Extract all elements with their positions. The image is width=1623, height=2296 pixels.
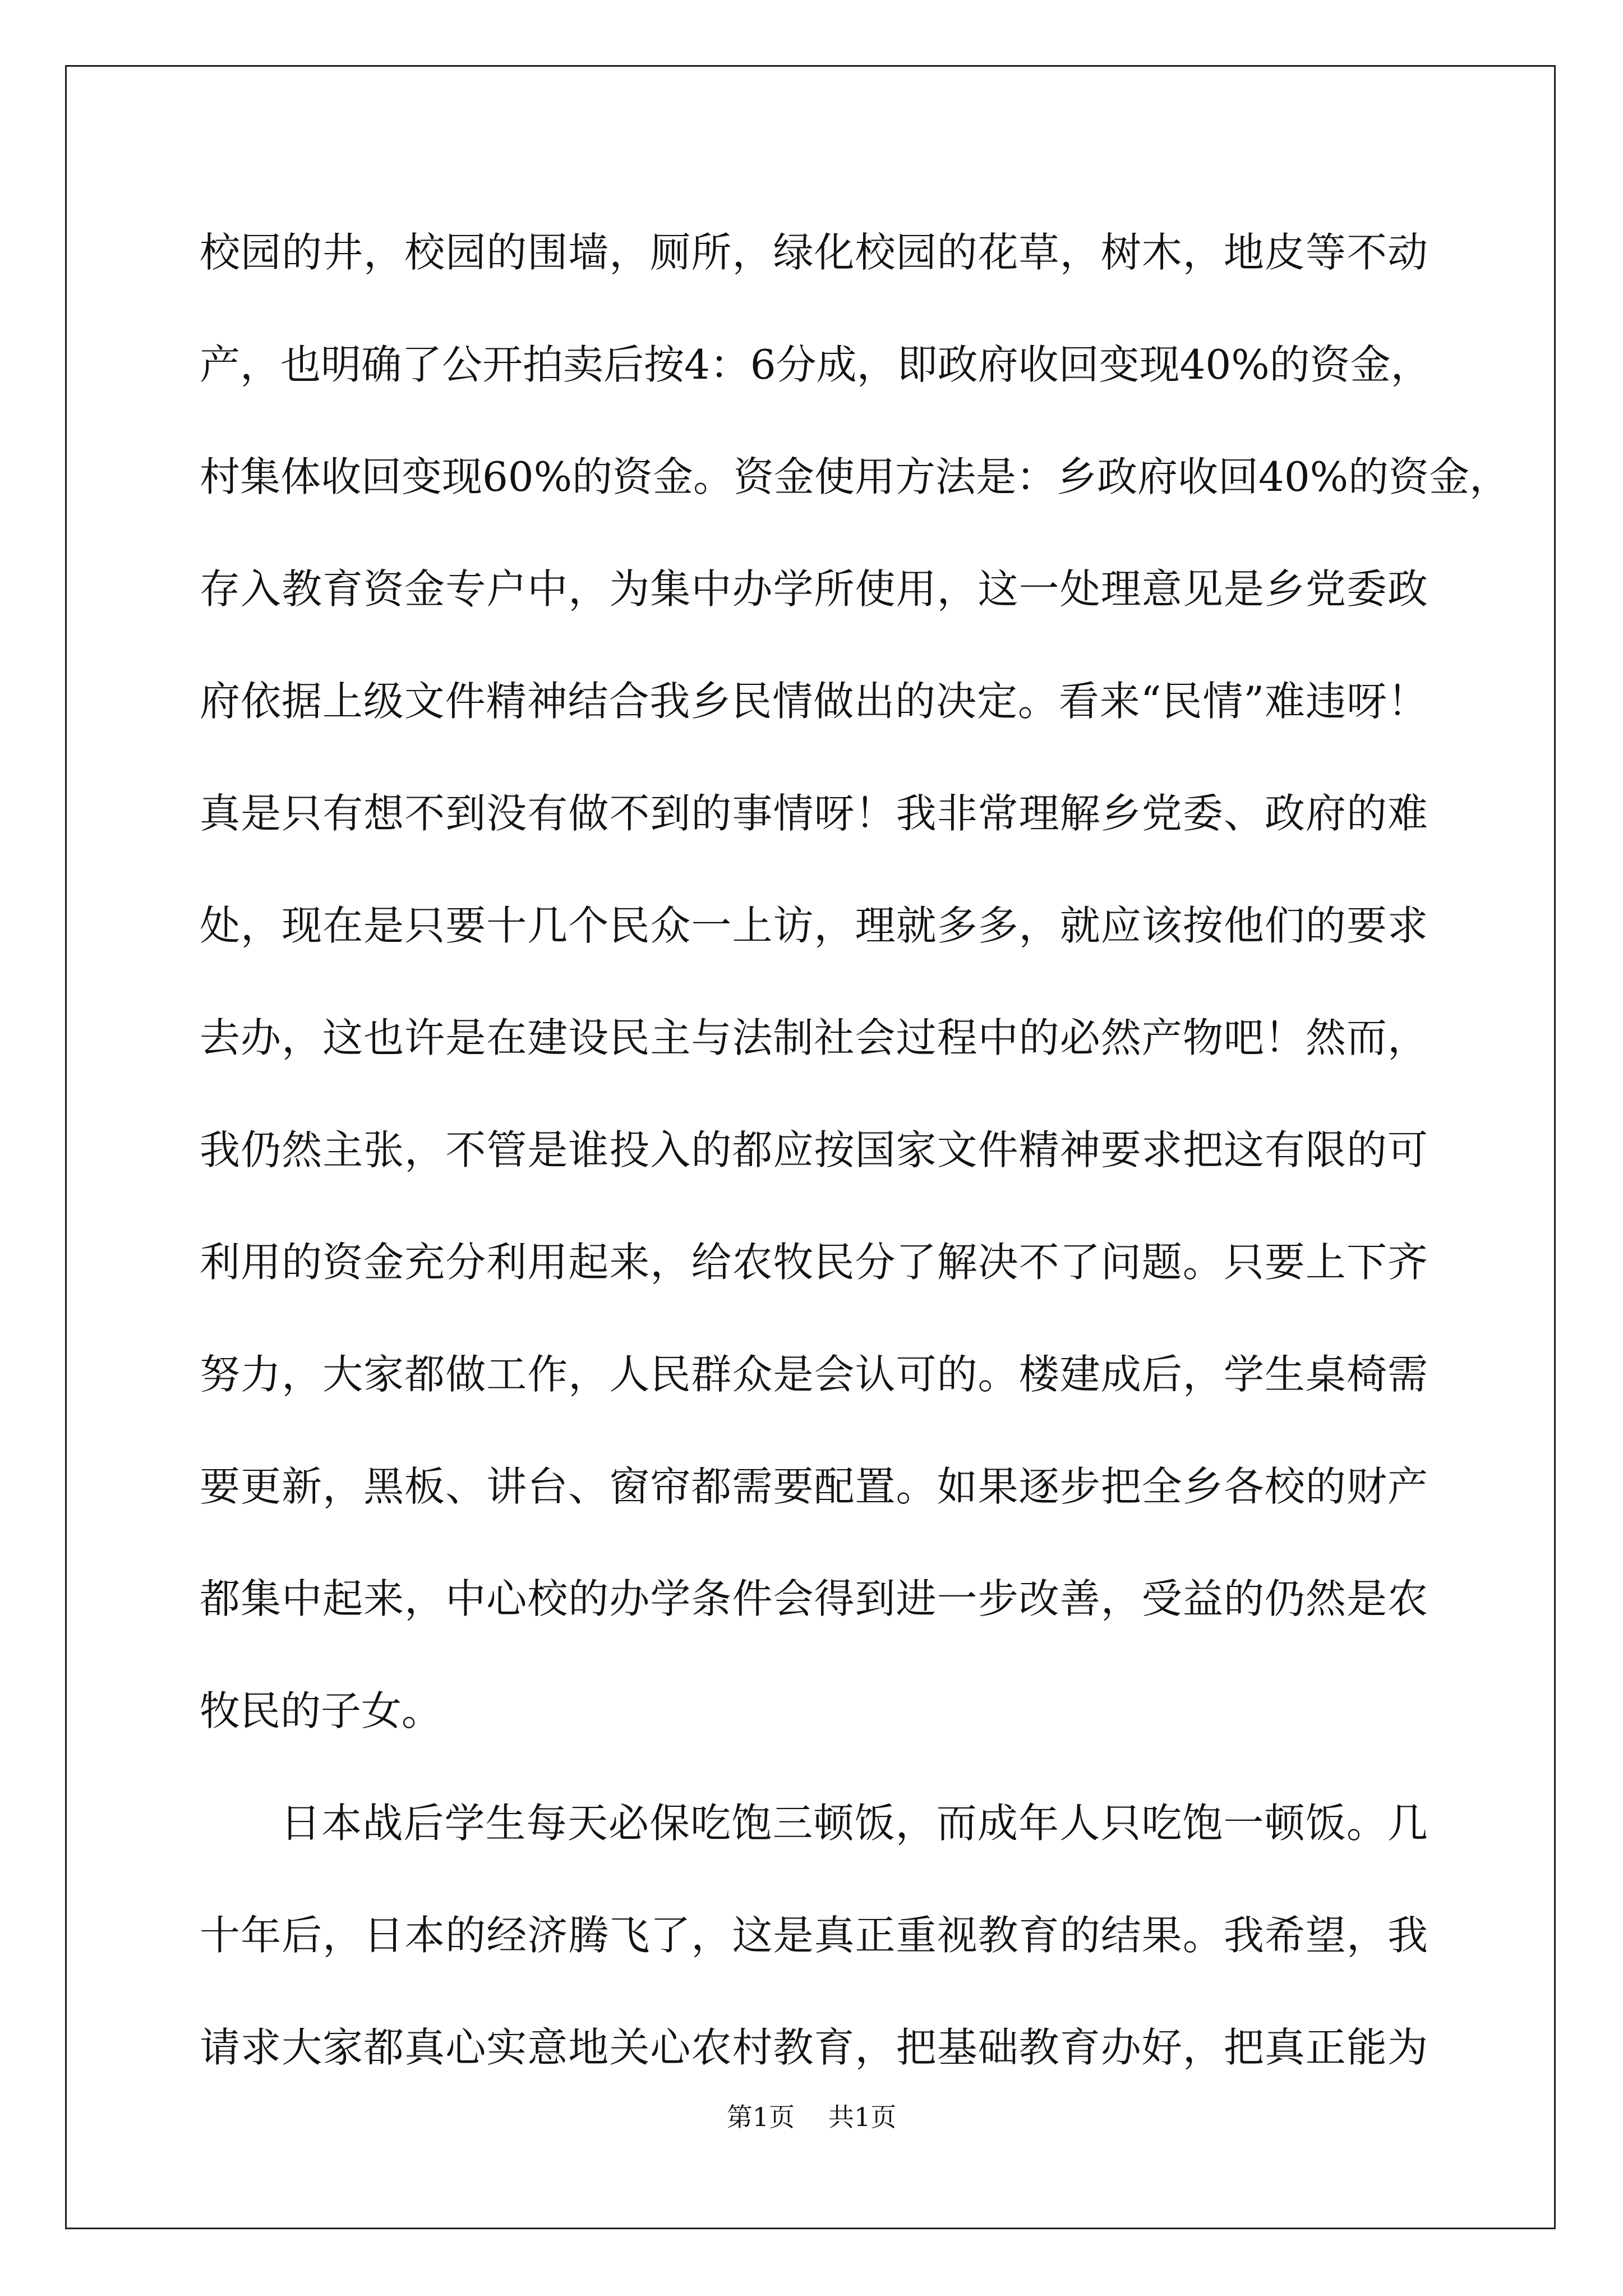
text-line: 校园的井，校园的围墙，厕所，绿化校园的花草，树木，地皮等不动 — [200, 229, 1428, 276]
page-number: 第1页 — [726, 2102, 795, 2132]
text-line: 利用的资金充分利用起来，给农牧民分了解决不了问题。只要上下齐 — [200, 1239, 1428, 1286]
text-line: 我仍然主张，不管是谁投入的都应按国家文件精神要求把这有限的可 — [200, 1126, 1428, 1174]
text-line: 努力，大家都做工作，人民群众是会认可的。楼建成后，学生桌椅需 — [200, 1351, 1428, 1398]
page-total: 共1页 — [828, 2102, 897, 2132]
text-line: 真是只有想不到没有做不到的事情呀！我非常理解乡党委、政府的难 — [200, 790, 1428, 837]
text-line: 村集体收回变现60%的资金。资金使用方法是：乡政府收回40%的资金， — [200, 453, 1510, 500]
text-line: 请求大家都真心实意地关心农村教育，把基础教育办好，把真正能为 — [200, 2024, 1428, 2071]
text-line: 要更新，黑板、讲台、窗帘都需要配置。如果逐步把全乡各校的财产 — [200, 1463, 1428, 1510]
document-body — [200, 216, 1510, 2123]
text-line: 十年后，日本的经济腾飞了，这是真正重视教育的结果。我希望，我 — [200, 1912, 1428, 1959]
text-line: 府依据上级文件精神结合我乡民情做出的决定。看来“民情”难违呀！ — [200, 678, 1428, 725]
text-line: 产，也明确了公开拍卖后按4：6分成，即政府收回变现40%的资金， — [200, 341, 1431, 388]
text-line-paragraph-end: 牧民的子女。 — [200, 1687, 442, 1734]
text-line: 处，现在是只要十几个民众一上访，理就多多，就应该按他们的要求 — [200, 902, 1428, 949]
page-footer — [0, 2100, 1623, 2134]
text-line: 存入教育资金专户中，为集中办学所使用，这一处理意见是乡党委政 — [200, 565, 1428, 613]
text-line: 去办，这也许是在建设民主与法制社会过程中的必然产物吧！然而， — [200, 1014, 1428, 1061]
text-line-paragraph-start: 日本战后学生每天必保吃饱三顿饭，而成年人只吃饱一顿饭。几 — [280, 1800, 1428, 1847]
text-line: 都集中起来，中心校的办学条件会得到进一步改善，受益的仍然是农 — [200, 1575, 1428, 1622]
